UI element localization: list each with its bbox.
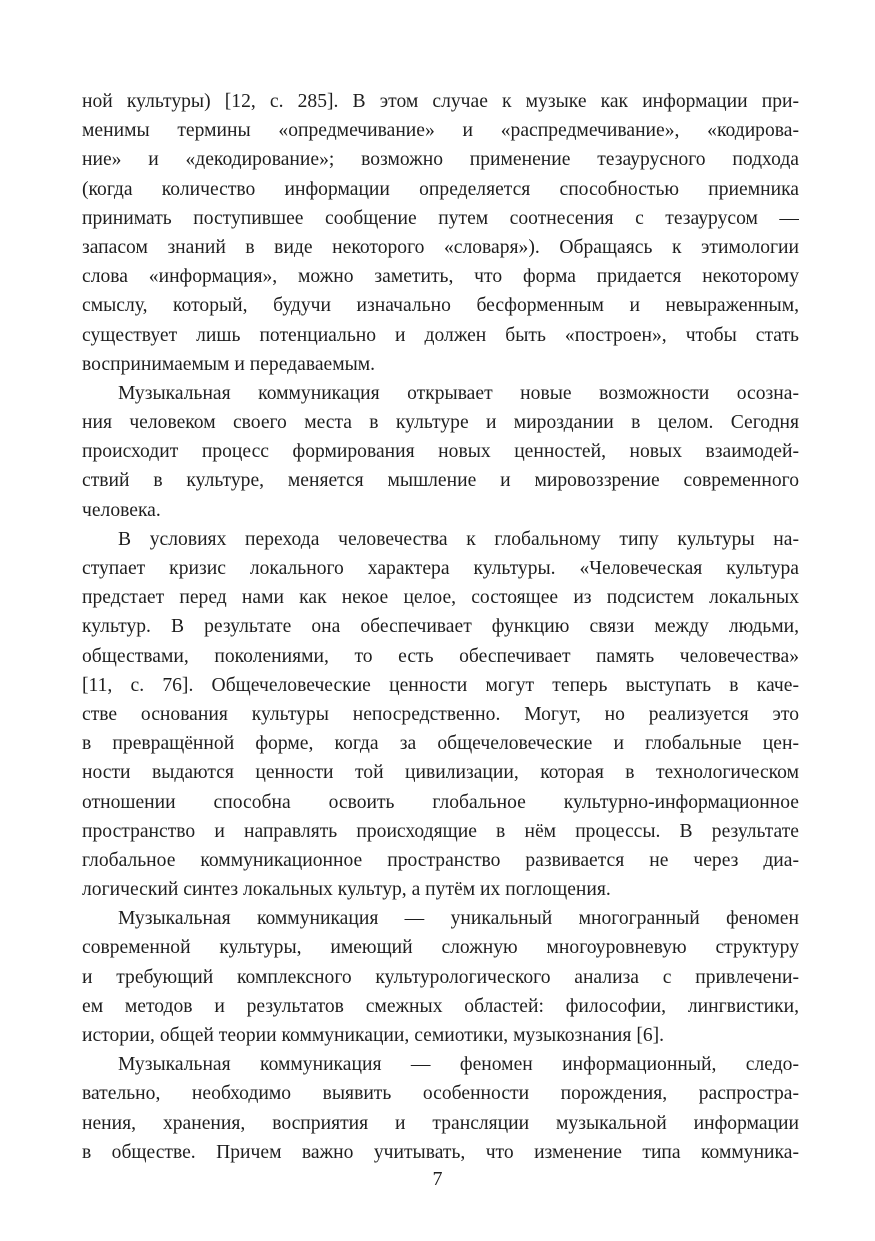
text-line: Музыкальная коммуникация открывает новые возможности осозна- (118, 382, 799, 404)
text-line: существует лишь потенциально и должен быть «построен», чтобы стать (82, 324, 799, 346)
text-line: и требующий комплексного культурологического анализа с привлечени- (82, 966, 799, 988)
text-line: менимы термины «опредмечивание» и «распредмечивание», «кодирова- (82, 120, 799, 142)
text-line: ния человеком своего места в культуре и мироздании в целом. Сегодня (82, 412, 799, 434)
body-text (82, 87, 799, 1167)
text-line: предстает перед нами как некое целое, состоящее из подсистем локальных (82, 587, 799, 609)
text-line: ступает кризис локального характера культуры. «Человеческая культура (82, 558, 799, 579)
text-line: пространство и направлять происходящие в нём процессы. В результате (82, 820, 799, 842)
page-body (82, 87, 799, 1167)
page-number: 7 (432, 1168, 443, 1190)
text-line: отношении способна освоить глобальное культурно-информационное (82, 791, 799, 813)
paragraph (82, 525, 799, 904)
text-line: истории, общей теории коммуникации, семиотики, музыкознания [6]. (82, 1025, 665, 1046)
text-line: культур. В результате она обеспечивает функцию связи между людьми, (82, 616, 799, 638)
paragraph (82, 1050, 799, 1167)
text-line: человека. (82, 499, 161, 521)
text-line: вательно, необходимо выявить особенности порождения, распростра- (82, 1083, 799, 1105)
text-line: ствий в культуре, меняется мышление и мировоззрение современного (82, 470, 799, 492)
text-line: в превращённой форме, когда за общечеловеческие и глобальные цен- (82, 733, 799, 755)
text-line: [11, с. 76]. Общечеловеческие ценности могут теперь выступать в каче- (82, 674, 799, 696)
text-line: ем методов и результатов смежных областей: философии, лингвистики, (82, 995, 799, 1017)
text-line: Музыкальная коммуникация — феномен информационный, следо- (118, 1054, 799, 1076)
text-line: в обществе. Причем важно учитывать, что изменение типа коммуника- (82, 1141, 799, 1163)
text-line: В условиях перехода человечества к глобальному типу культуры на- (118, 528, 799, 550)
text-line: нения, хранения, восприятия и трансляции музыкальной информации (82, 1112, 799, 1134)
text-line: ние» и «декодирование»; возможно применение тезаурусного подхода (82, 149, 799, 171)
text-line: слова «информация», можно заметить, что форма придается некоторому (82, 266, 799, 288)
text-line: глобальное коммуникационное пространство развивается не через диа- (82, 849, 799, 871)
text-line: смыслу, который, будучи изначально бесформенным и невыраженным, (82, 295, 799, 317)
text-line: Музыкальная коммуникация — уникальный многогранный феномен (118, 908, 799, 930)
paragraph (82, 87, 799, 379)
text-line: современной культуры, имеющий сложную многоуровневую структуру (82, 937, 799, 959)
paragraph (82, 379, 799, 525)
text-line: ности выдаются ценности той цивилизации, которая в технологическом (82, 762, 799, 784)
text-line: принимать поступившее сообщение путем соотнесения с тезаурусом — (82, 207, 799, 229)
paragraph (82, 904, 799, 1050)
text-line: ной культуры) [12, с. 285]. В этом случае к музыке как информации при- (82, 91, 799, 112)
text-line: (когда количество информации определяется способностью приемника (82, 178, 799, 200)
text-line: запасом знаний в виде некоторого «словаря»). Обращаясь к этимологии (82, 236, 799, 258)
text-line: воспринимаемым и передаваемым. (82, 353, 376, 375)
text-line: логический синтез локальных культур, а путём их поглощения. (82, 879, 611, 901)
text-line: обществами, поколениями, то есть обеспечивает память человечества» (82, 645, 799, 667)
text-line: стве основания культуры непосредственно. Могут, но реализуется это (82, 703, 799, 725)
text-line: происходит процесс формирования новых ценностей, новых взаимодей- (82, 441, 799, 463)
